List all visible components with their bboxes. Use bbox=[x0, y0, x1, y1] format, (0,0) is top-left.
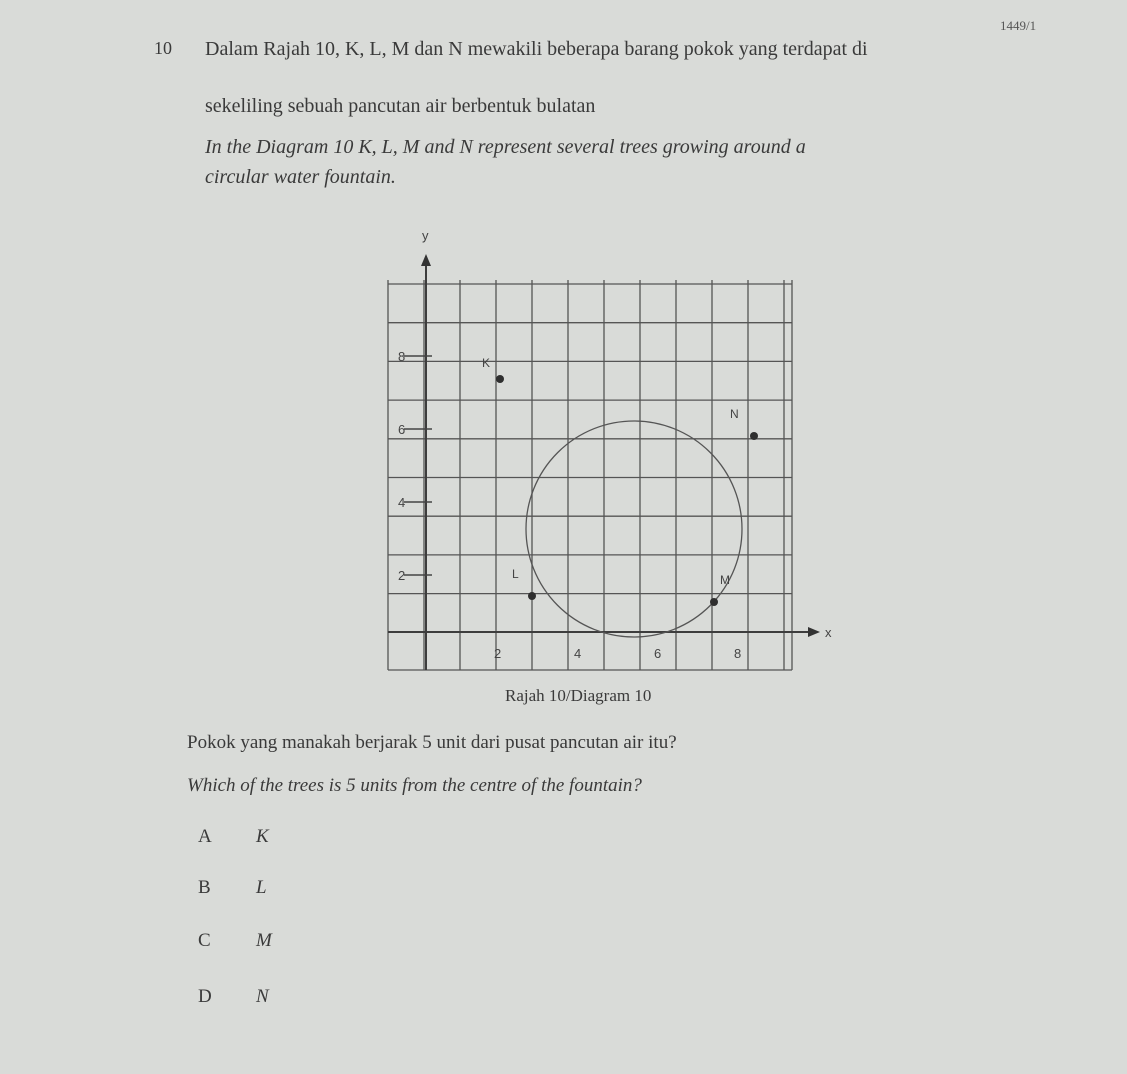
diagram-caption: Rajah 10/Diagram 10 bbox=[505, 686, 652, 705]
tree-point-k bbox=[496, 375, 504, 383]
x-tick-label: 4 bbox=[574, 646, 582, 661]
grid bbox=[388, 280, 792, 670]
fountain-circle bbox=[526, 421, 742, 637]
axis-ticks bbox=[398, 349, 741, 661]
english-stem-line-2: circular water fountain. bbox=[205, 166, 396, 188]
y-axis-arrow bbox=[421, 254, 431, 266]
prompt-english: Which of the trees is 5 units from the centre of the fountain? bbox=[187, 775, 642, 796]
y-tick-label: 2 bbox=[398, 568, 406, 583]
option-a-letter: A bbox=[198, 826, 212, 847]
option-b-text: L bbox=[256, 877, 267, 898]
option-b-letter: B bbox=[198, 877, 211, 898]
paper-code: 1449/1 bbox=[1000, 18, 1037, 33]
x-tick-label: 8 bbox=[734, 646, 742, 661]
tree-points bbox=[482, 356, 758, 606]
tree-label-n: N bbox=[730, 407, 739, 421]
option-a-text: K bbox=[256, 826, 269, 847]
x-axis-label: x bbox=[825, 625, 832, 640]
y-tick-label: 4 bbox=[398, 495, 406, 510]
axes bbox=[388, 228, 832, 670]
prompt-malay: Pokok yang manakah berjarak 5 unit dari pusat pancutan air itu? bbox=[187, 732, 677, 753]
question-number: 10 bbox=[154, 38, 172, 58]
y-tick-label: 6 bbox=[398, 422, 406, 437]
tree-point-l bbox=[528, 592, 536, 600]
x-tick-label: 2 bbox=[494, 646, 502, 661]
tree-label-l: L bbox=[512, 567, 519, 581]
tree-point-m bbox=[710, 598, 718, 606]
x-tick-label: 6 bbox=[654, 646, 662, 661]
option-d-letter: D bbox=[198, 986, 212, 1007]
y-tick-label: 8 bbox=[398, 349, 406, 364]
english-stem-line-1: In the Diagram 10 K, L, M and N represent several trees growing around a bbox=[205, 136, 806, 158]
option-c-letter: C bbox=[198, 930, 211, 951]
y-axis-label: y bbox=[422, 228, 429, 243]
option-d-text: N bbox=[256, 986, 269, 1007]
tree-label-k: K bbox=[482, 356, 491, 370]
tree-label-m: M bbox=[720, 573, 730, 587]
x-axis-arrow bbox=[808, 627, 820, 637]
malay-stem-line-2: sekeliling sebuah pancutan air berbentuk bulatan bbox=[205, 95, 596, 117]
option-c-text: M bbox=[256, 930, 272, 951]
tree-point-n bbox=[750, 432, 758, 440]
malay-stem-line-1: Dalam Rajah 10, K, L, M dan N mewakili beberapa barang pokok yang terdapat di bbox=[205, 38, 868, 60]
